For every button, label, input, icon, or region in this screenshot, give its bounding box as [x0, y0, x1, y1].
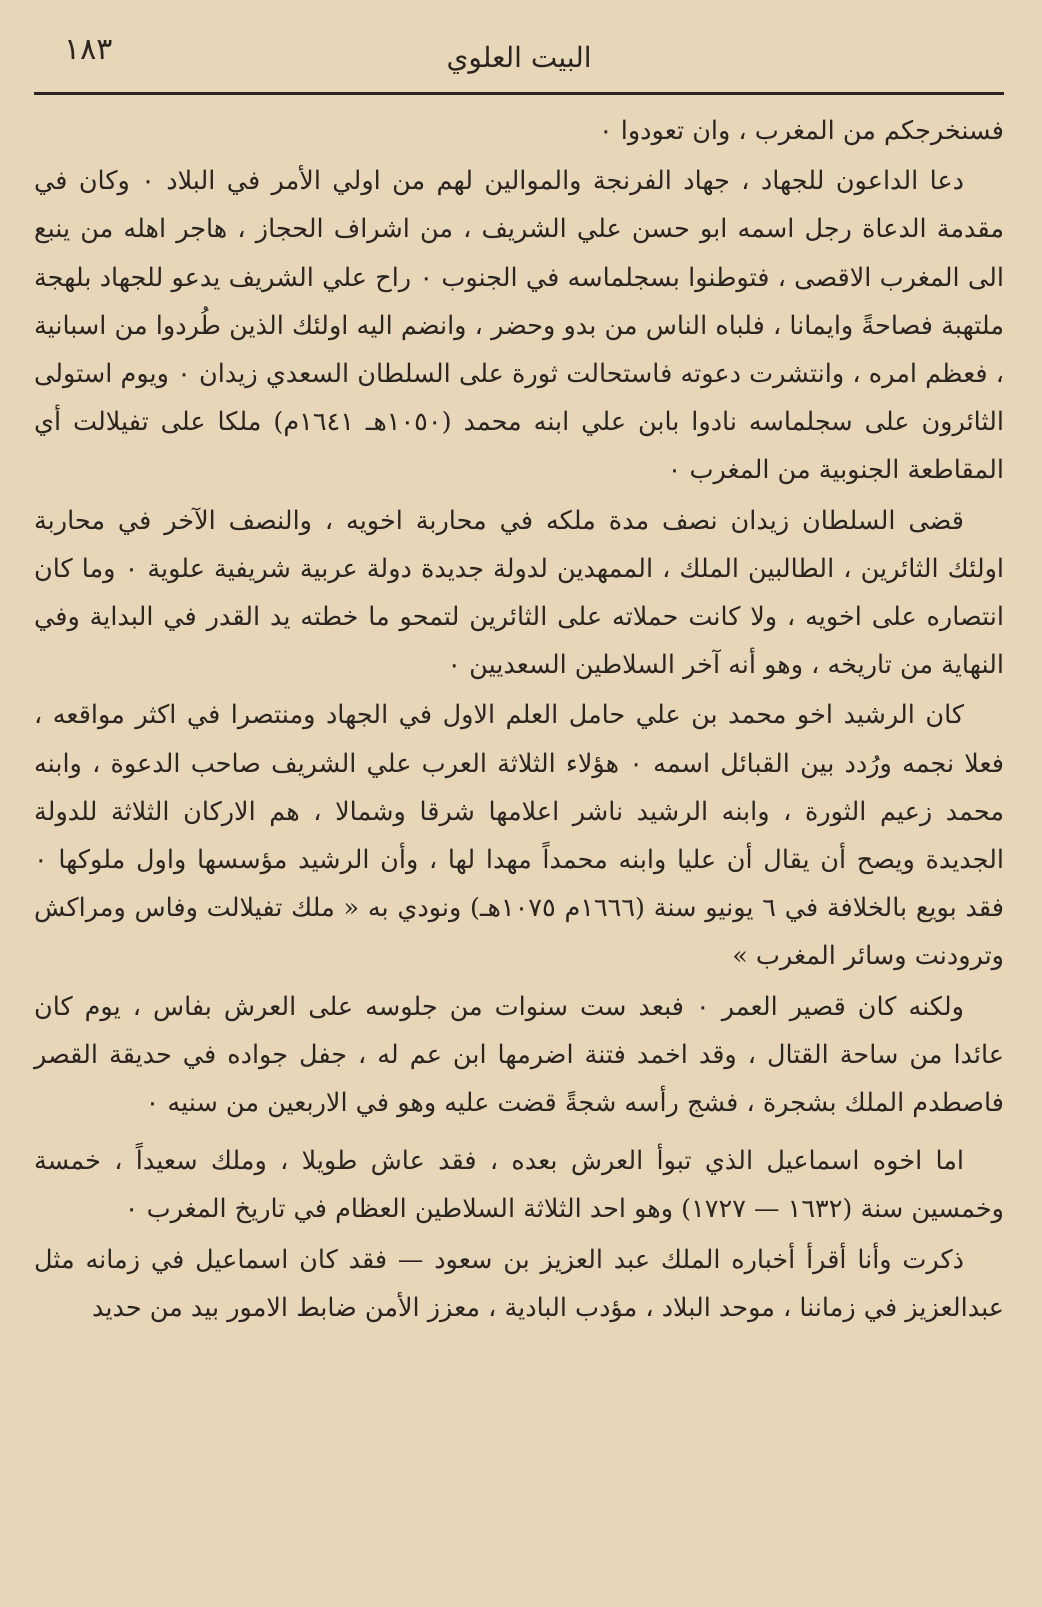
page-header [34, 28, 1004, 86]
paragraph-5: ولكنه كان قصير العمر ٠ فبعد ست سنوات من جلوسه على العرش بفاس ، يوم كان عائدا من ساحة القتال ، وقد اخمد فتنة اضرمها ابن عم له ، جفل جواده في حديقة القصر فاصطدم الملك بشجرة ، فشج رأسه شجةً قضت عليه وهو في الاربعين من سنيه ٠ [34, 991, 1004, 1119]
paragraph-1: فسنخرجكم من المغرب ، وان تعودوا ٠ [598, 116, 1004, 146]
page-number: ١٨٣ [64, 32, 113, 67]
paragraph-4: كان الرشيد اخو محمد بن علي حامل العلم الاول في الجهاد ومنتصرا في اكثر مواقعه ، فعلا نجمه ورُدد بين القبائل اسمه ٠ هؤلاء الثلاثة العرب علي الشريف صاحب الدعوة ، وابنه محمد زعيم الثورة ، وابنه الرشيد ناشر اعلامها شرقا وشمالا ، هم الاركان الثلاثة للدولة الجديدة ويصح أن يقال أن عليا وابنه محمداً مهدا لها ، وأن الرشيد مؤسسها واول ملوكها ٠ فقد بويع بالخلافة في ٦ يونيو سنة (١٦٦٦م ١٠٧٥هـ) ونودي به « ملك تفيلالت وفاس ومراكش وترودنت وسائر المغرب » [34, 700, 1004, 972]
paragraph-2: دعا الداعون للجهاد ، جهاد الفرنجة والموالين لهم من اولي الأمر في البلاد ٠ وكان في مقدمة الدعاة رجل اسمه ابو حسن علي الشريف ، من اشراف الحجاز ، هاجر اهله من ينبع الى المغرب الاقصى ، فتوطنوا بسجلماسه في الجنوب ٠ راح علي الشريف يدعو للجهاد بلهجة ملتهبة فصاحةً وايمانا ، فلباه الناس من بدو وحضر ، وانضم اليه اولئك الذين طُردوا من اسبانية ، فعظم امره ، وانتشرت دعوته فاستحالت ثورة على السلطان السعدي زيدان ٠ ويوم استولى الثائرون على سجلماسه نادوا بابن علي ابنه محمد (١٠٥٠هـ ١٦٤١م) ملكا على تفيلالت أي المقاطعة الجنوبية من المغرب ٠ [34, 166, 1004, 486]
body-text [34, 107, 1004, 1332]
paragraph-6: اما اخوه اسماعيل الذي تبوأ العرش بعده ، فقد عاش طويلا ، وملك سعيداً ، خمسة وخمسين سنة (١٦٣٢ — ١٧٢٧) وهو احد الثلاثة السلاطين العظام في تاريخ المغرب ٠ [34, 1146, 1004, 1225]
paragraph-7: ذكرت وأنا أقرأ أخباره الملك عبد العزيز بن سعود — فقد كان اسماعيل في زمانه مثل عبدالعزيز في زماننا ، موحد البلاد ، مؤدب البادية ، معزز الأمن ضابط الامور بيد من حديد [34, 1244, 1004, 1323]
running-head: البيت العلوي [446, 40, 592, 74]
paragraph-3: قضى السلطان زيدان نصف مدة ملكه في محاربة اخويه ، والنصف الآخر في محاربة اولئك الثائرين ، الطالبين الملك ، الممهدين لدولة جديدة دولة عربية شريفية علوية ٠ وما كان انتصاره على اخويه ، ولا كانت حملاته على الثائرين لتمحو ما خطته يد القدر في البداية وفي النهاية من تاريخه ، وهو أنه آخر السلاطين السعديين ٠ [34, 505, 1005, 681]
header-rule [34, 92, 1004, 95]
